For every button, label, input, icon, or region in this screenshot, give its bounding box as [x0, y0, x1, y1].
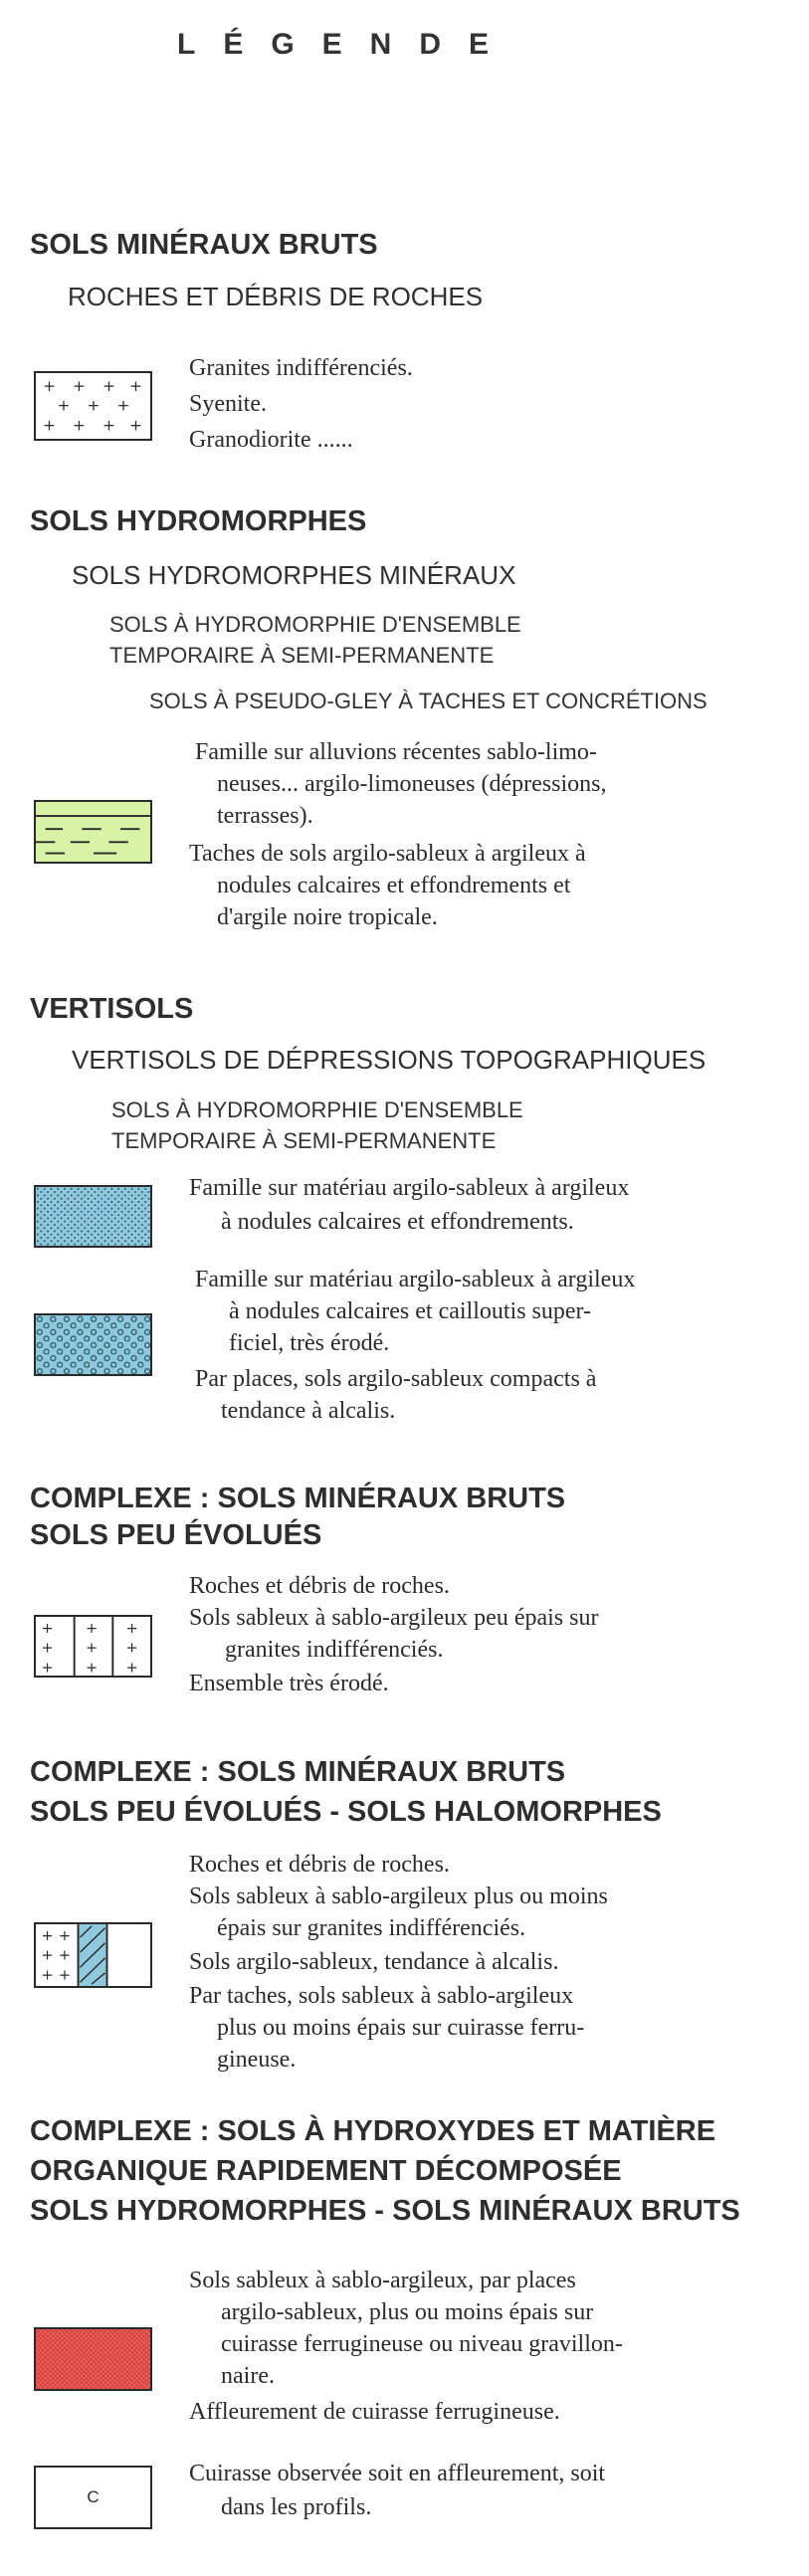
svg-text:+: +: [41, 1660, 54, 1676]
vertisol-circles-pattern-swatch: [34, 1313, 152, 1376]
svg-text:+: +: [43, 416, 57, 435]
item-line: Roches et débris de roches.: [189, 1573, 450, 1599]
item-line: granites indifférenciés.: [225, 1637, 444, 1663]
svg-text:+: +: [73, 416, 86, 435]
svg-text:+: +: [129, 416, 142, 435]
item-line: terrasses).: [217, 803, 313, 829]
subheading-vertisols-depressions: VERTISOLS DE DÉPRESSIONS TOPOGRAPHIQUES: [72, 1045, 707, 1075]
svg-text:+: +: [125, 1640, 138, 1657]
svg-text:+: +: [116, 396, 130, 415]
hydromorphe-pattern-swatch: [34, 800, 152, 864]
svg-text:+: +: [58, 1967, 72, 1984]
svg-text:+: +: [85, 1621, 99, 1637]
item-line: Famille sur matériau argilo-sableux à argileux: [195, 1267, 636, 1292]
svg-text:+: +: [101, 416, 115, 435]
item-line: à nodules calcaires et cailloutis super-: [229, 1298, 592, 1324]
item-line: Sols sableux à sablo-argileux, par places: [189, 2268, 576, 2293]
subgroup-pseudo-gley: SOLS À PSEUDO-GLEY À TACHES ET CONCRÉTIONS: [149, 689, 708, 713]
svg-text:+: +: [58, 1928, 72, 1944]
item-line: naire.: [221, 2363, 275, 2389]
item-line: Taches de sols argilo-sableux à argileux à: [189, 841, 586, 867]
item-line: neuses... argilo-limoneuses (dépressions,: [217, 771, 607, 797]
item-line: nodules calcaires et effondrements et: [217, 873, 571, 898]
item-line: Affleurement de cuirasse ferrugineuse.: [189, 2399, 560, 2425]
item-line: gineuse.: [217, 2047, 297, 2073]
svg-text:+: +: [41, 1640, 54, 1657]
svg-text:+: +: [85, 1640, 99, 1657]
vertisol-dots-pattern-swatch: [34, 1185, 152, 1248]
section-heading-sols-hydromorphes: SOLS HYDROMORPHES: [30, 505, 367, 537]
group-line: TEMPORAIRE À SEMI-PERMANENTE: [109, 643, 495, 668]
group-line: TEMPORAIRE À SEMI-PERMANENTE: [111, 1128, 497, 1153]
item-line: Par places, sols argilo-sableux compacts à: [195, 1366, 597, 1392]
section-heading-complexe-2-line-2: SOLS PEU ÉVOLUÉS - SOLS HALOMORPHES: [30, 1796, 662, 1828]
svg-text:+: +: [43, 377, 57, 395]
item-line: Sols argilo-sableux, tendance à alcalis.: [189, 1949, 559, 1975]
svg-text:+: +: [58, 1947, 72, 1964]
section-heading-complexe-1-line-2: SOLS PEU ÉVOLUÉS: [30, 1519, 322, 1551]
svg-text:+: +: [73, 377, 86, 395]
section-heading-complexe-2-line-1: COMPLEXE : SOLS MINÉRAUX BRUTS: [30, 1756, 566, 1788]
section-heading-vertisols: VERTISOLS: [30, 993, 194, 1025]
item-line: Famille sur matériau argilo-sableux à argileux: [189, 1175, 630, 1201]
item-line: Famille sur alluvions récentes sablo-limo-: [195, 739, 597, 765]
item-line: Cuirasse observée soit en affleurement, soit: [189, 2461, 606, 2486]
svg-text:+: +: [41, 1967, 54, 1984]
group-line: SOLS À HYDROMORPHIE D'ENSEMBLE: [111, 1097, 523, 1122]
subheading-roches-debris: ROCHES ET DÉBRIS DE ROCHES: [68, 282, 484, 311]
c-box-label: C: [87, 2487, 100, 2506]
item-line: Par taches, sols sableux à sablo-argileux: [189, 1983, 574, 2009]
group-line: SOLS À HYDROMORPHIE D'ENSEMBLE: [109, 612, 521, 637]
item-line: Ensemble très érodé.: [189, 1671, 389, 1696]
subheading-sols-hydromorphes-mineraux: SOLS HYDROMORPHES MINÉRAUX: [72, 560, 516, 590]
item-line: d'argile noire tropicale.: [217, 904, 438, 930]
svg-text:+: +: [125, 1660, 138, 1676]
item-line: Granodiorite ......: [189, 427, 353, 453]
item-line: Granites indifférenciés.: [189, 355, 413, 381]
svg-text:+: +: [85, 1660, 99, 1676]
svg-text:+: +: [125, 1621, 138, 1637]
item-line: Sols sableux à sablo-argileux peu épais sur: [189, 1605, 599, 1631]
item-line: Sols sableux à sablo-argileux plus ou moins: [189, 1883, 608, 1909]
granite-pattern-swatch: [34, 371, 152, 441]
legend-title: LÉGENDE: [177, 28, 517, 61]
item-line: plus ou moins épais sur cuirasse ferru-: [217, 2015, 585, 2041]
svg-text:+: +: [41, 1928, 54, 1944]
item-line: argilo-sableux, plus ou moins épais sur: [221, 2299, 594, 2325]
c-box-swatch: [34, 2466, 152, 2529]
item-line: à nodules calcaires et effondrements.: [221, 1209, 574, 1235]
section-heading-complexe-1-line-1: COMPLEXE : SOLS MINÉRAUX BRUTS: [30, 1483, 566, 1514]
section-heading-complexe-3-line-2: ORGANIQUE RAPIDEMENT DÉCOMPOSÉE: [30, 2155, 622, 2187]
section-heading-complexe-3-line-3: SOLS HYDROMORPHES - SOLS MINÉRAUX BRUTS: [30, 2195, 740, 2227]
svg-text:+: +: [41, 1947, 54, 1964]
svg-text:+: +: [129, 377, 142, 395]
svg-text:+: +: [57, 396, 71, 415]
section-heading-sols-mineraux-bruts: SOLS MINÉRAUX BRUTS: [30, 229, 378, 261]
svg-text:+: +: [87, 396, 101, 415]
item-line: dans les profils.: [221, 2494, 372, 2520]
complexe-cross-columns-pattern-swatch: [34, 1615, 152, 1678]
item-line: ficiel, très érodé.: [229, 1330, 390, 1356]
svg-text:+: +: [41, 1621, 54, 1637]
item-line: cuirasse ferrugineuse ou niveau gravillon-: [221, 2331, 623, 2357]
item-line: tendance à alcalis.: [221, 1398, 396, 1424]
complexe-halomorphe-pattern-swatch: [34, 1922, 152, 1988]
item-line: épais sur granites indifférenciés.: [217, 1915, 526, 1941]
svg-text:+: +: [101, 377, 115, 395]
red-crosshatch-pattern-swatch: [34, 2327, 152, 2391]
item-line: Roches et débris de roches.: [189, 1852, 450, 1878]
section-heading-complexe-3-line-1: COMPLEXE : SOLS À HYDROXYDES ET MATIÈRE: [30, 2115, 716, 2147]
item-line: Syenite.: [189, 391, 267, 417]
